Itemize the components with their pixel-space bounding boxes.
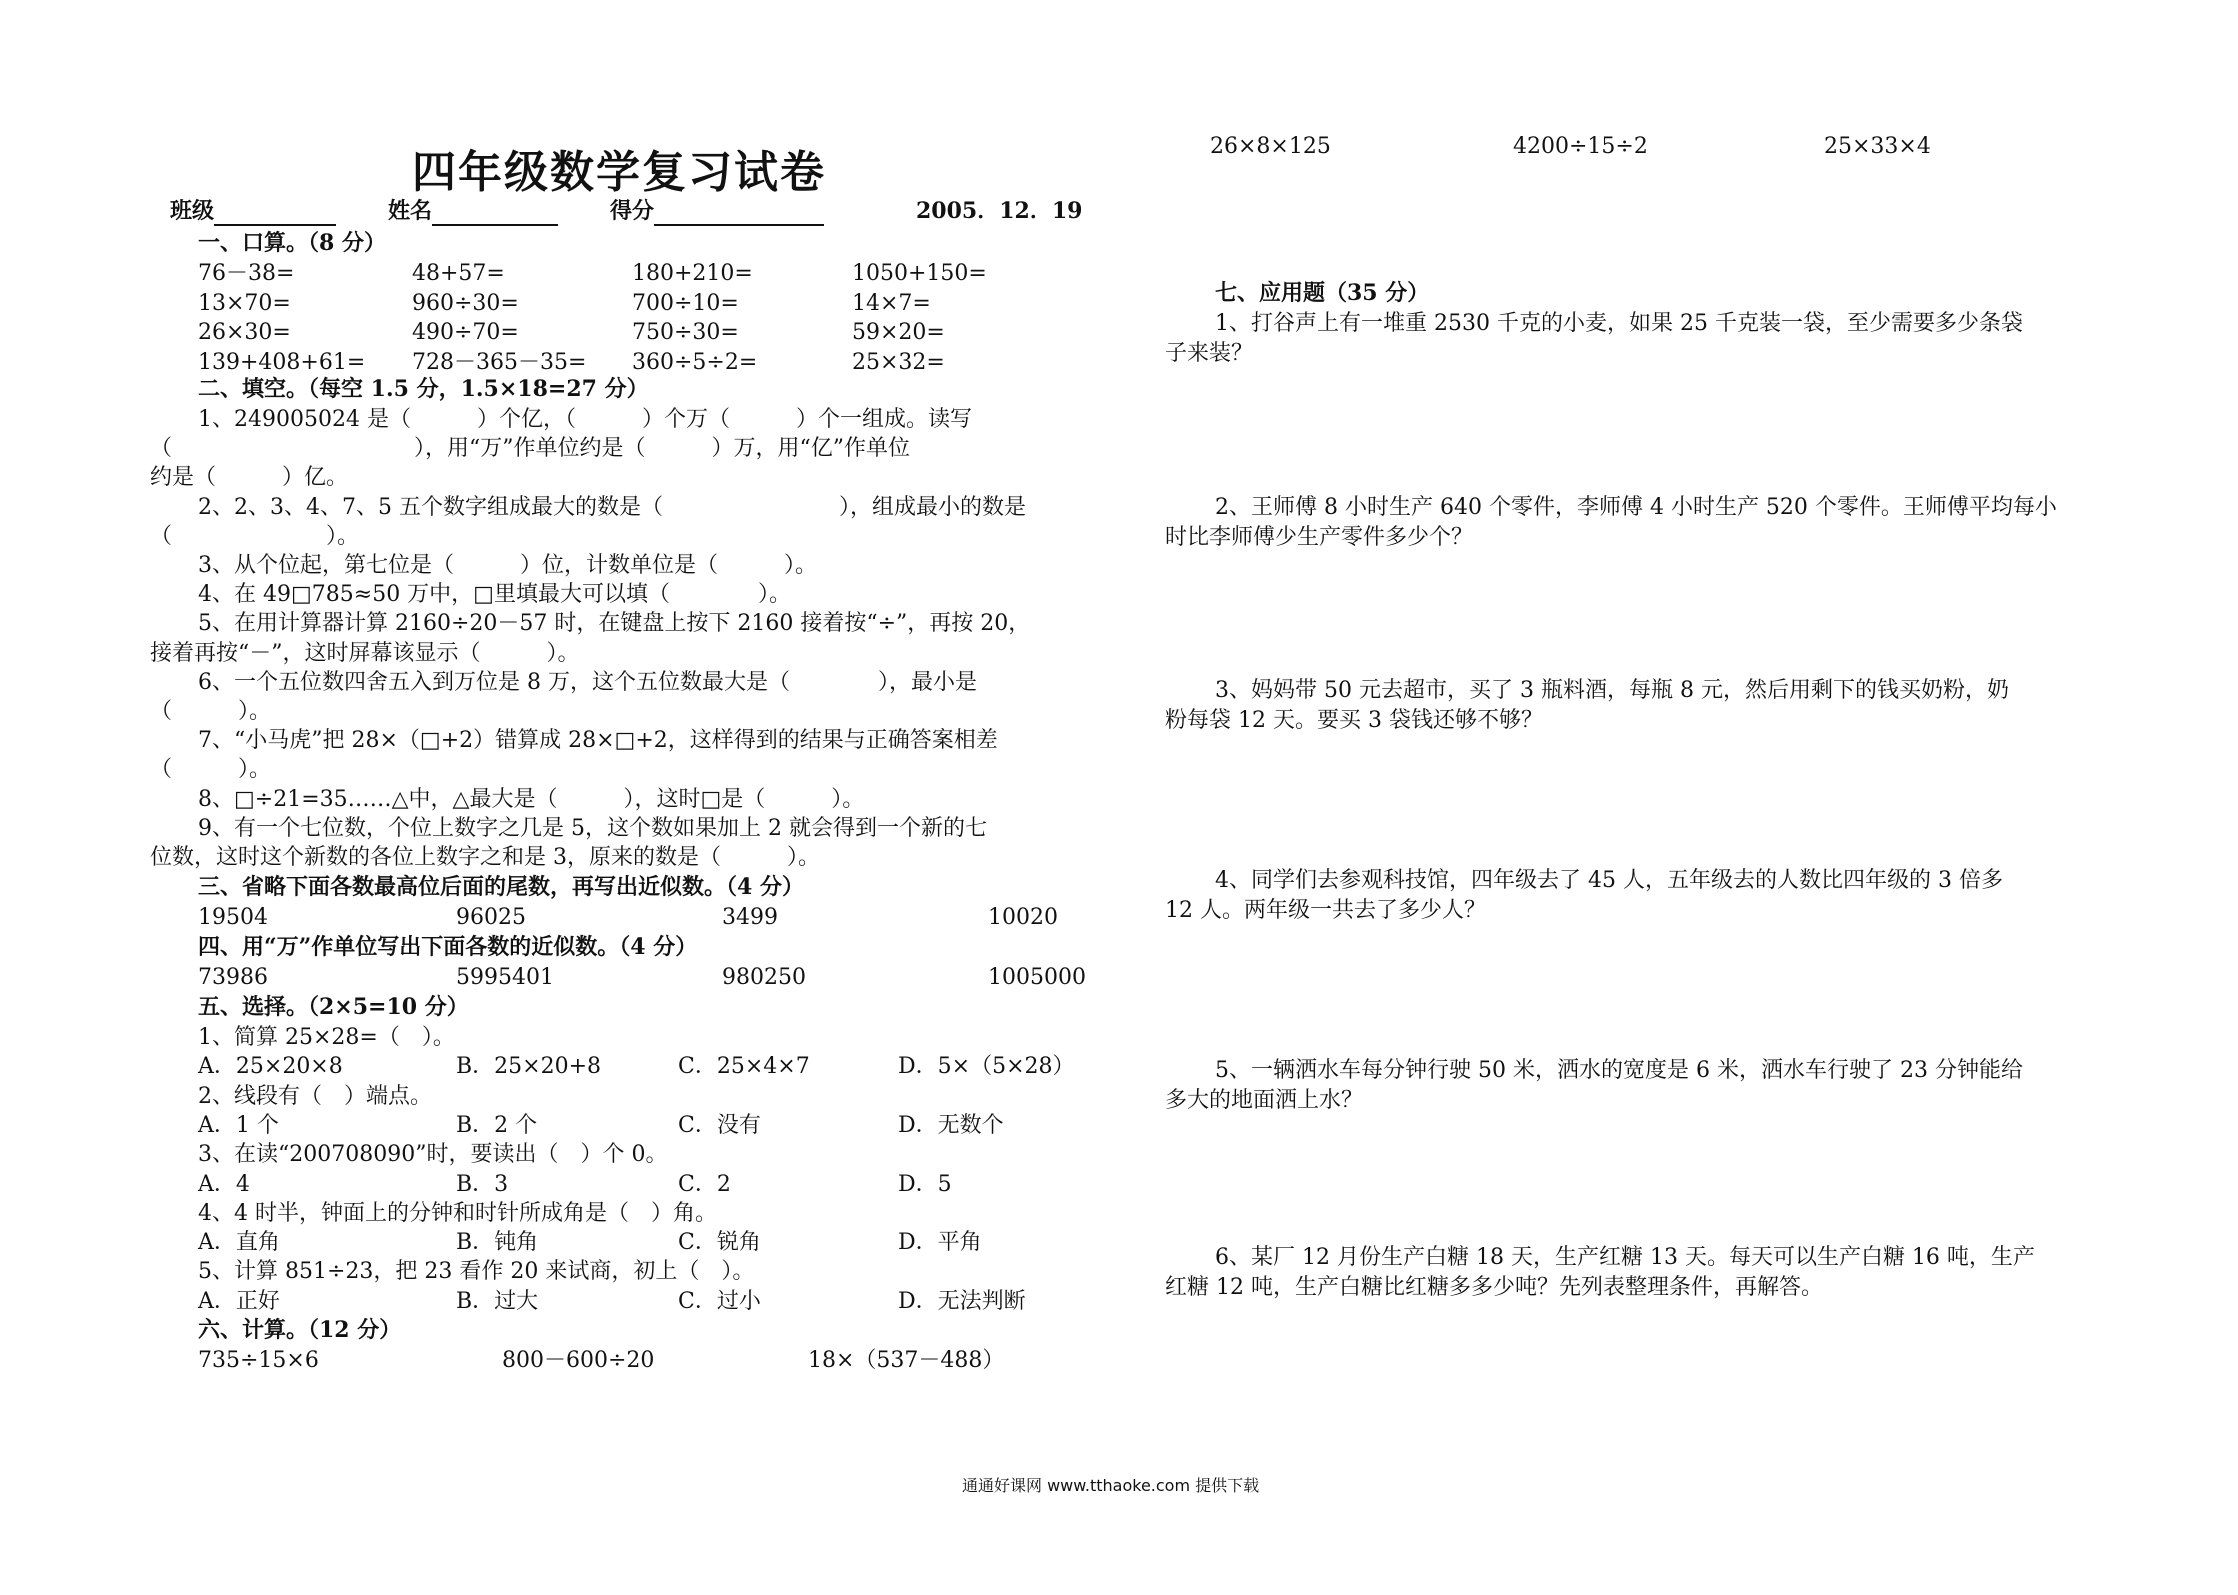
fill-blank-line: 9、有一个七位数，个位上数字之几是 5，这个数如果加上 2 就会得到一个新的七 <box>198 815 987 841</box>
fill-blank-line: 2、2、3、4、7、5 五个数字组成最大的数是（ ），组成最小的数是 <box>198 494 1026 520</box>
section-2-heading: 二、填空。（每空 1.5 分，1.5×18=27 分） <box>198 376 649 402</box>
mental-math-item: 728－365－35= <box>412 349 587 375</box>
word-problem-line: 红糖 12 吨，生产白糖比红糖多多少吨？先列表整理条件，再解答。 <box>1165 1275 1823 1300</box>
word-problem-line: 时比李师傅少生产零件多少个？ <box>1165 525 1474 550</box>
fill-blank-line: 5、在用计算器计算 2160÷20－57 时，在键盘上按下 2160 接着按“÷”，再按 20， <box>198 611 1031 637</box>
choice-question: 1、简算 25×28=（ ）。 <box>198 1025 455 1050</box>
choice-option: B．3 <box>456 1171 509 1197</box>
section-4-heading: 四、用“万”作单位写出下面各数的近似数。（4 分） <box>198 934 698 960</box>
fill-blank-line: （ ）。 <box>150 757 272 783</box>
calc-expression: 800－600÷20 <box>502 1348 655 1373</box>
choice-option: D．5×（5×28） <box>898 1054 1075 1080</box>
fill-blank-line: 7、“小马虎”把 28×（□+2）错算成 28×□+2，这样得到的结果与正确答案相差 <box>198 728 998 754</box>
name-blank[interactable] <box>432 200 558 226</box>
fill-blank-line: 4、在 49□785≈50 万中，□里填最大可以填（ ）。 <box>198 582 791 608</box>
calc-expression: 26×8×125 <box>1210 134 1331 159</box>
s4-number: 73986 <box>198 965 268 990</box>
mental-math-item: 360÷5÷2= <box>632 349 758 375</box>
choice-option: C．2 <box>678 1171 731 1197</box>
section-3-heading: 三、省略下面各数最高位后面的尾数，再写出近似数。（4 分） <box>198 874 804 900</box>
word-problem-line: 5、一辆洒水车每分钟行驶 50 米，洒水的宽度是 6 米，洒水车行驶了 23 分钟能给 <box>1215 1058 2023 1083</box>
choice-option: C．锐角 <box>678 1230 761 1256</box>
mental-math-item: 960÷30= <box>412 290 519 316</box>
choice-option: A．25×20×8 <box>198 1054 343 1080</box>
mental-math-item: 13×70= <box>198 290 291 316</box>
choice-option: C．25×4×7 <box>678 1054 810 1080</box>
choice-option: D．平角 <box>898 1230 982 1256</box>
mental-math-item: 139+408+61= <box>198 349 366 375</box>
exam-date: 2005．12．19 <box>916 198 1083 224</box>
choice-option: A．正好 <box>198 1288 280 1314</box>
mental-math-item: 490÷70= <box>412 320 519 345</box>
calc-expression: 18×（537－488） <box>808 1348 1005 1373</box>
fill-blank-line: （ ）。 <box>150 699 272 724</box>
word-problem-line: 粉每袋 12 天。要买 3 袋钱还够不够？ <box>1165 708 1543 733</box>
choice-option: B．钝角 <box>456 1230 539 1256</box>
mental-math-item: 180+210= <box>632 261 753 286</box>
class-field[interactable] <box>170 197 336 226</box>
word-problem-line: 6、某厂 12 月份生产白糖 18 天，生产红糖 13 天。每天可以生产白糖 16 吨，生产 <box>1215 1245 2035 1270</box>
choice-option: A．4 <box>198 1171 250 1197</box>
choice-option: A．1 个 <box>198 1112 279 1138</box>
fill-blank-line: 8、□÷21=35……△中，△最大是（ ），这时□是（ ）。 <box>198 786 865 812</box>
calc-expression: 4200÷15÷2 <box>1513 134 1648 159</box>
mental-math-item: 26×30= <box>198 320 291 345</box>
word-problem-line: 子来装？ <box>1165 341 1254 366</box>
fill-blank-line: 位数，这时这个新数的各位上数字之和是 3，原来的数是（ ）。 <box>150 845 820 870</box>
mental-math-item: 48+57= <box>412 261 505 286</box>
mental-math-item: 750÷30= <box>632 320 739 345</box>
mental-math-item: 700÷10= <box>632 290 739 316</box>
choice-question: 5、计算 851÷23，把 23 看作 20 来试商，初上（ ）。 <box>198 1259 755 1285</box>
word-problem-line: 多大的地面洒上水？ <box>1165 1088 1364 1113</box>
fill-blank-line: 约是（ ）亿。 <box>150 465 349 491</box>
s3-number: 10020 <box>988 905 1058 930</box>
mental-math-item: 59×20= <box>852 320 945 345</box>
choice-option: C．没有 <box>678 1112 761 1138</box>
section-6-heading: 六、计算。（12 分） <box>198 1317 402 1343</box>
s3-number: 3499 <box>722 905 778 930</box>
name-label: 姓名 <box>388 198 433 224</box>
score-field[interactable] <box>610 197 824 226</box>
choice-option: A．直角 <box>198 1230 280 1256</box>
calc-expression: 25×33×4 <box>1824 134 1931 159</box>
fill-blank-line: 接着再按“－”，这时屏幕该显示（ ）。 <box>150 640 580 666</box>
choice-option: D．5 <box>898 1171 952 1197</box>
choice-option: D．无法判断 <box>898 1288 1026 1314</box>
choice-question: 2、线段有（ ）端点。 <box>198 1083 432 1109</box>
section-7-heading: 七、应用题（35 分） <box>1215 280 1430 306</box>
fill-blank-line: （ ）。 <box>150 523 360 549</box>
fill-blank-line: 6、一个五位数四舍五入到万位是 8 万，这个五位数最大是（ ），最小是 <box>198 669 977 695</box>
choice-question: 4、4 时半，钟面上的分钟和时针所成角是（ ）角。 <box>198 1200 717 1226</box>
s4-number: 1005000 <box>988 965 1086 990</box>
score-blank[interactable] <box>654 200 824 226</box>
mental-math-item: 14×7= <box>852 290 931 316</box>
score-label: 得分 <box>610 198 655 224</box>
mental-math-item: 25×32= <box>852 349 945 375</box>
s4-number: 980250 <box>722 965 806 990</box>
class-label: 班级 <box>170 198 215 224</box>
choice-option: B．过大 <box>456 1288 539 1314</box>
calc-expression: 735÷15×6 <box>198 1348 319 1373</box>
mental-math-item: 76－38= <box>198 261 295 286</box>
word-problem-line: 12 人。两年级一共去了多少人？ <box>1165 898 1486 923</box>
fill-blank-line: 3、从个位起，第七位是（ ）位，计数单位是（ ）。 <box>198 553 817 578</box>
fill-blank-line: 1、249005024 是（ ）个亿，（ ）个万（ ）个一组成。读写 <box>198 407 972 432</box>
class-blank[interactable] <box>214 200 336 226</box>
choice-option: B．25×20+8 <box>456 1054 602 1080</box>
word-problem-line: 3、妈妈带 50 元去超市，买了 3 瓶料酒，每瓶 8 元，然后用剩下的钱买奶粉，奶 <box>1215 678 2009 703</box>
fill-blank-line: （ ），用“万”作单位约是（ ）万，用“亿”作单位 <box>150 436 910 462</box>
name-field[interactable] <box>388 197 558 226</box>
footer-credit: 通通好课网 www.tthaoke.com 提供下载 <box>962 1476 1260 1495</box>
s4-number: 5995401 <box>456 965 554 990</box>
section-5-heading: 五、选择。（2×5=10 分） <box>198 994 469 1020</box>
word-problem-line: 4、同学们去参观科技馆，四年级去了 45 人，五年级去的人数比四年级的 3 倍多 <box>1215 868 2003 893</box>
choice-question: 3、在读“200708090”时，要读出（ ）个 0。 <box>198 1142 668 1168</box>
section-1-heading: 一、口算。（8 分） <box>198 230 386 256</box>
word-problem-line: 2、王师傅 8 小时生产 640 个零件，李师傅 4 小时生产 520 个零件。王师傅平均每小 <box>1215 495 2057 520</box>
choice-option: B．2 个 <box>456 1112 538 1138</box>
page-title: 四年级数学复习试卷 <box>412 147 826 198</box>
word-problem-line: 1、打谷声上有一堆重 2530 千克的小麦，如果 25 千克装一袋，至少需要多少条袋 <box>1215 311 2023 336</box>
s3-number: 19504 <box>198 905 268 930</box>
choice-option: D．无数个 <box>898 1112 1004 1138</box>
mental-math-item: 1050+150= <box>852 261 987 286</box>
choice-option: C．过小 <box>678 1288 761 1314</box>
s3-number: 96025 <box>456 905 526 930</box>
